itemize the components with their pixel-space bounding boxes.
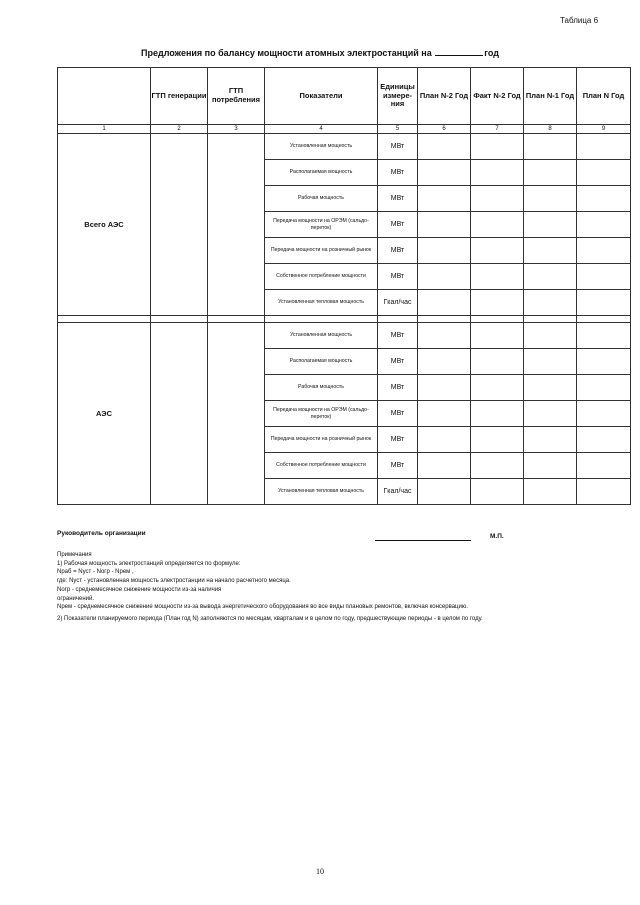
- fact-n2-cell[interactable]: [471, 290, 524, 316]
- plan-n-cell[interactable]: [577, 479, 631, 505]
- indicator-cell: Передача мощности на розничный рынок: [265, 427, 378, 453]
- unit-cell: Гкал/час: [378, 479, 418, 505]
- unit-cell: МВт: [378, 401, 418, 427]
- indicator-cell: Собственное потребление мощности: [265, 264, 378, 290]
- indicator-cell: Передача мощности на розничный рынок: [265, 238, 378, 264]
- header-blank: [58, 68, 151, 125]
- fact-n2-cell[interactable]: [471, 453, 524, 479]
- indicator-cell: Располагаемая мощность: [265, 349, 378, 375]
- plan-n2-cell[interactable]: [418, 238, 471, 264]
- plan-n2-cell[interactable]: [418, 160, 471, 186]
- unit-cell: МВт: [378, 186, 418, 212]
- header-plan-n1: План N-1 Год: [524, 68, 577, 125]
- unit-cell: Гкал/час: [378, 290, 418, 316]
- group-label: АЭС: [58, 323, 151, 505]
- plan-n2-cell[interactable]: [418, 401, 471, 427]
- column-number: 4: [265, 125, 378, 134]
- plan-n-cell[interactable]: [577, 160, 631, 186]
- plan-n-cell[interactable]: [577, 264, 631, 290]
- header-plan-n2: План N-2 Год: [418, 68, 471, 125]
- unit-cell: МВт: [378, 427, 418, 453]
- plan-n-cell[interactable]: [577, 401, 631, 427]
- fact-n2-cell[interactable]: [471, 264, 524, 290]
- indicator-cell: Установленная мощность: [265, 323, 378, 349]
- column-number: 9: [577, 125, 631, 134]
- plan-n-cell[interactable]: [577, 375, 631, 401]
- column-number: 2: [151, 125, 208, 134]
- plan-n1-cell[interactable]: [524, 349, 577, 375]
- plan-n2-cell[interactable]: [418, 290, 471, 316]
- fact-n2-cell[interactable]: [471, 212, 524, 238]
- indicator-cell: Передача мощности на ОРЭМ (сальдо-переток): [265, 401, 378, 427]
- gtp-generation-cell[interactable]: [151, 323, 208, 505]
- stamp-label: М.П.: [490, 533, 504, 540]
- plan-n1-cell[interactable]: [524, 290, 577, 316]
- plan-n2-cell[interactable]: [418, 323, 471, 349]
- fact-n2-cell[interactable]: [471, 375, 524, 401]
- fact-n2-cell[interactable]: [471, 134, 524, 160]
- header-indicators: Показатели: [265, 68, 378, 125]
- separator-cell: [577, 316, 631, 323]
- header-gtp-consumption: ГТП потребления: [208, 68, 265, 125]
- indicator-cell: Передача мощности на ОРЭМ (сальдо-переток): [265, 212, 378, 238]
- title-prefix: Предложения по балансу мощности атомных электростанций на: [141, 48, 432, 58]
- indicator-cell: Рабочая мощность: [265, 375, 378, 401]
- column-number: 5: [378, 125, 418, 134]
- table-number-label: Таблица 6: [560, 16, 599, 25]
- year-blank-line: [435, 47, 483, 56]
- fact-n2-cell[interactable]: [471, 427, 524, 453]
- separator-cell: [418, 316, 471, 323]
- plan-n2-cell[interactable]: [418, 479, 471, 505]
- plan-n-cell[interactable]: [577, 453, 631, 479]
- column-numbers-row: [58, 125, 631, 134]
- fact-n2-cell[interactable]: [471, 323, 524, 349]
- indicator-cell: Располагаемая мощность: [265, 160, 378, 186]
- header-gtp-generation: ГТП генерации: [151, 68, 208, 125]
- notes-title: Примечания: [57, 552, 92, 558]
- column-number: 6: [418, 125, 471, 134]
- title-suffix: год: [484, 48, 499, 58]
- plan-n2-cell[interactable]: [418, 212, 471, 238]
- note-2: 2) Показатели планируемого периода (План год N) заполняются по месяцам, кварталам и в целом по году, предшествующие периоды - в целом по году.: [57, 615, 483, 622]
- group-separator-row: [58, 316, 631, 323]
- notes-section: [57, 551, 630, 624]
- separator-cell: [524, 316, 577, 323]
- plan-n1-cell[interactable]: [524, 401, 577, 427]
- unit-cell: МВт: [378, 375, 418, 401]
- plan-n1-cell[interactable]: [524, 453, 577, 479]
- gtp-consumption-cell[interactable]: [208, 134, 265, 316]
- fact-n2-cell[interactable]: [471, 479, 524, 505]
- unit-cell: МВт: [378, 264, 418, 290]
- note-where: где: Nуст - установленная мощность электростанции на начало расчетного месяца.: [57, 578, 291, 585]
- plan-n2-cell[interactable]: [418, 134, 471, 160]
- unit-cell: МВт: [378, 160, 418, 186]
- column-number: 3: [208, 125, 265, 134]
- plan-n-cell[interactable]: [577, 323, 631, 349]
- plan-n2-cell[interactable]: [418, 186, 471, 212]
- plan-n1-cell[interactable]: [524, 134, 577, 160]
- indicator-cell: Рабочая мощность: [265, 186, 378, 212]
- organization-head-label: Руководитель организации: [57, 530, 146, 537]
- unit-cell: МВт: [378, 323, 418, 349]
- fact-n2-cell[interactable]: [471, 160, 524, 186]
- plan-n2-cell[interactable]: [418, 453, 471, 479]
- plan-n2-cell[interactable]: [418, 427, 471, 453]
- plan-n-cell[interactable]: [577, 349, 631, 375]
- table-row: [58, 134, 631, 160]
- note-ogr-2: ограничений.: [57, 595, 95, 602]
- plan-n2-cell[interactable]: [418, 349, 471, 375]
- page-number: 10: [316, 867, 324, 876]
- plan-n1-cell[interactable]: [524, 427, 577, 453]
- fact-n2-cell[interactable]: [471, 238, 524, 264]
- fact-n2-cell[interactable]: [471, 349, 524, 375]
- gtp-consumption-cell[interactable]: [208, 323, 265, 505]
- plan-n1-cell[interactable]: [524, 323, 577, 349]
- plan-n-cell[interactable]: [577, 212, 631, 238]
- plan-n-cell[interactable]: [577, 186, 631, 212]
- note-1-title: 1) Рабочая мощность электростанций определяется по формуле:: [57, 560, 241, 567]
- column-number: 7: [471, 125, 524, 134]
- plan-n1-cell[interactable]: [524, 375, 577, 401]
- header-units: Единицы измере-ния: [378, 68, 418, 125]
- power-balance-table: [57, 67, 631, 505]
- plan-n1-cell[interactable]: [524, 264, 577, 290]
- unit-cell: МВт: [378, 238, 418, 264]
- plan-n-cell[interactable]: [577, 238, 631, 264]
- unit-cell: МВт: [378, 212, 418, 238]
- separator-cell: [378, 316, 418, 323]
- separator-cell: [471, 316, 524, 323]
- separator-cell: [208, 316, 265, 323]
- group-label: Всего АЭС: [58, 134, 151, 316]
- unit-cell: МВт: [378, 134, 418, 160]
- table-row: [58, 323, 631, 349]
- header-fact-n2: Факт N-2 Год: [471, 68, 524, 125]
- gtp-generation-cell[interactable]: [151, 134, 208, 316]
- plan-n1-cell[interactable]: [524, 238, 577, 264]
- separator-cell: [151, 316, 208, 323]
- document-title: [0, 47, 640, 58]
- note-ogr: Nогр - среднемесячное снижение мощности из-за наличия: [57, 586, 222, 593]
- header-row: [58, 68, 631, 125]
- column-number: 1: [58, 125, 151, 134]
- unit-cell: МВт: [378, 453, 418, 479]
- plan-n1-cell[interactable]: [524, 186, 577, 212]
- indicator-cell: Установленная мощность: [265, 134, 378, 160]
- plan-n1-cell[interactable]: [524, 160, 577, 186]
- header-plan-n: План N Год: [577, 68, 631, 125]
- fact-n2-cell[interactable]: [471, 186, 524, 212]
- plan-n-cell[interactable]: [577, 290, 631, 316]
- plan-n1-cell[interactable]: [524, 212, 577, 238]
- separator-cell: [58, 316, 151, 323]
- separator-cell: [265, 316, 378, 323]
- signature-line: [375, 540, 471, 541]
- note-formula: Nраб = Nуст - Nогр - Nрем ,: [57, 569, 134, 576]
- unit-cell: МВт: [378, 349, 418, 375]
- column-number: 8: [524, 125, 577, 134]
- plan-n-cell[interactable]: [577, 427, 631, 453]
- fact-n2-cell[interactable]: [471, 401, 524, 427]
- plan-n2-cell[interactable]: [418, 375, 471, 401]
- indicator-cell: Установленная тепловая мощность: [265, 290, 378, 316]
- indicator-cell: Собственное потребление мощности: [265, 453, 378, 479]
- indicator-cell: Установленная тепловая мощность: [265, 479, 378, 505]
- plan-n2-cell[interactable]: [418, 264, 471, 290]
- plan-n-cell[interactable]: [577, 134, 631, 160]
- plan-n1-cell[interactable]: [524, 479, 577, 505]
- note-rem: Nрем - среднемесячное снижение мощности из-за вывода энергетического оборудования во все виды плановых ремонтов, включая консервацию.: [57, 604, 469, 611]
